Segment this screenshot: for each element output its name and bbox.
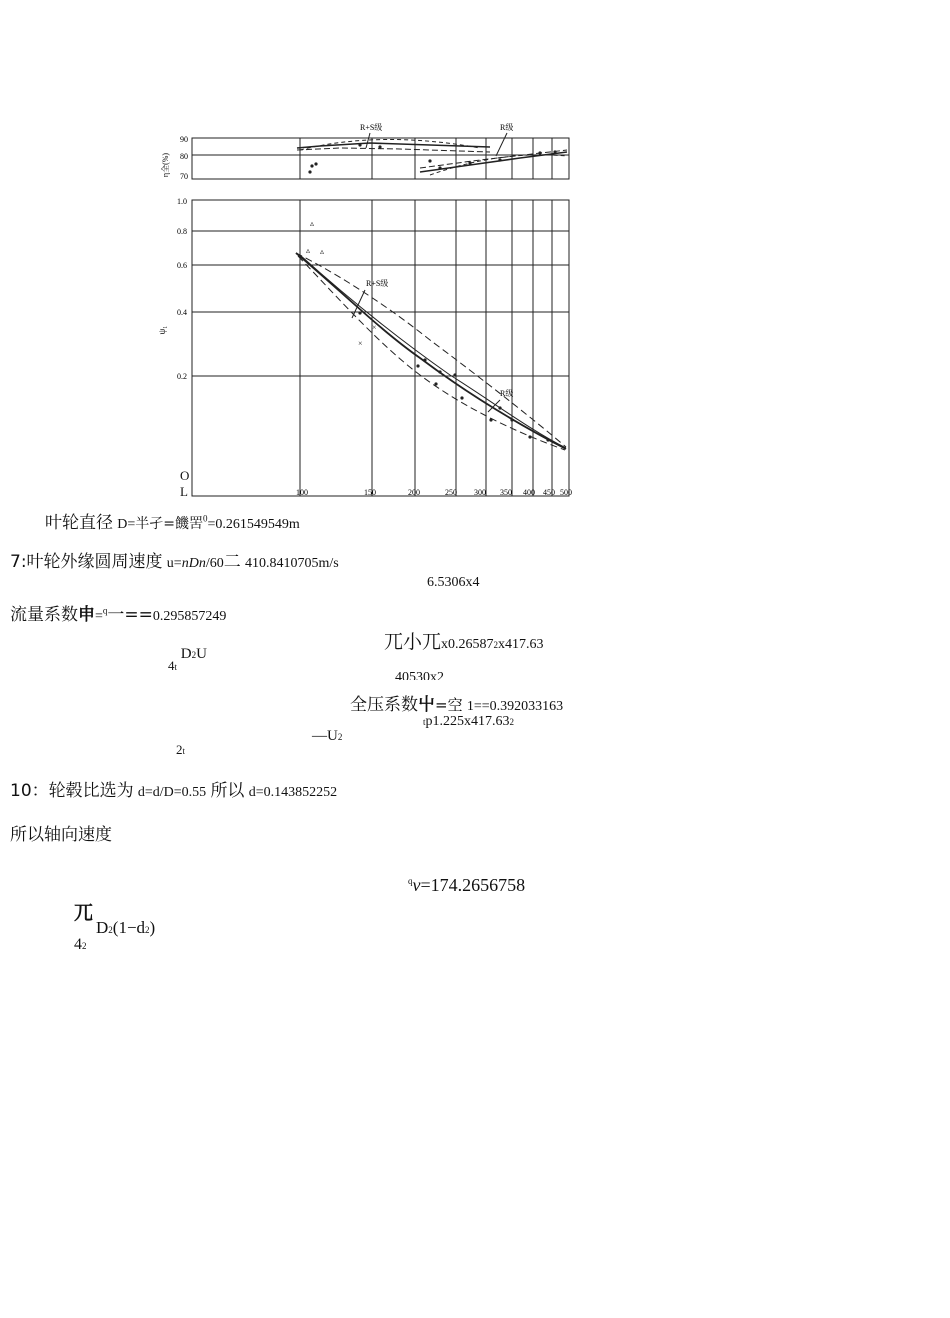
- end: ): [149, 918, 156, 937]
- line-d2u: [168, 646, 207, 673]
- line-impeller-diameter: [45, 508, 300, 533]
- value: 0.295857249: [152, 609, 227, 624]
- pi-glyphs: 兀小兀: [384, 631, 442, 653]
- u: U: [196, 646, 207, 662]
- d: D: [180, 646, 192, 662]
- line-four-2: [74, 936, 87, 954]
- label: 轮毂比选为: [48, 781, 134, 801]
- t: t: [182, 746, 186, 756]
- line-pressure-denominator: [423, 714, 514, 730]
- formula: D=: [117, 517, 136, 532]
- dash: 一==: [107, 605, 153, 625]
- psi-glyph: 屮: [418, 695, 435, 715]
- frag: p1.225x417.63: [425, 714, 510, 729]
- xtick-250: 250: [445, 488, 457, 497]
- corner-l: L: [180, 484, 188, 499]
- frag: x0.26587: [441, 637, 494, 652]
- label: 叶轮外缘圆周速度: [26, 552, 163, 572]
- label: 叶轮直径: [45, 513, 113, 533]
- svg-text:×: ×: [372, 323, 377, 332]
- bottom-label-r: R级: [500, 389, 514, 398]
- top-ylabel: η全(%): [161, 152, 170, 178]
- t: t: [174, 662, 178, 672]
- label: 全压系数: [350, 695, 418, 715]
- line-pi-d2: [74, 898, 93, 925]
- sup: 0: [203, 513, 208, 524]
- formula-u: u=: [166, 556, 182, 571]
- d-sub: 2: [191, 650, 197, 660]
- eq: =: [95, 609, 103, 624]
- number: 7:: [10, 552, 27, 572]
- four: 4: [168, 658, 175, 673]
- line-tip-speed: [10, 547, 339, 572]
- dash-u: —U: [312, 728, 338, 744]
- xtick-450: 450: [543, 488, 555, 497]
- bottom-ytick-08: 0.8: [177, 227, 187, 236]
- top-ytick-80: 80: [180, 152, 188, 161]
- pi-glyph: 兀: [74, 902, 94, 924]
- xtick-200: 200: [408, 488, 420, 497]
- dash-u2: [312, 728, 342, 745]
- xtick-150: 150: [364, 488, 376, 497]
- q: q: [102, 605, 108, 616]
- bottom-ytick-06: 0.6: [177, 261, 187, 270]
- svg-text:×: ×: [358, 339, 363, 348]
- mid: (1−d: [112, 918, 146, 937]
- line-axial-velocity-label: 所以轴向速度: [10, 825, 112, 845]
- formula: d=d/D=0.55: [137, 785, 207, 800]
- sub: 2: [82, 941, 87, 951]
- xtick-400: 400: [523, 488, 535, 497]
- phi-glyph: 申: [78, 605, 95, 625]
- svg-text:▵: ▵: [320, 247, 325, 256]
- sub: 2: [337, 732, 343, 742]
- label: 流量系数: [10, 605, 78, 625]
- svg-text:▵: ▵: [310, 219, 315, 228]
- two: 2: [176, 742, 183, 757]
- line-pressure-coefficient: [350, 690, 563, 715]
- value: 410.8410705m/s: [244, 556, 339, 571]
- bottom-panel-markers: [306, 219, 550, 442]
- fragment-40530: 40530x2: [395, 670, 444, 680]
- efficiency-chart: [150, 115, 590, 505]
- bottom-ytick-02: 0.2: [177, 372, 187, 381]
- xtick-300: 300: [474, 488, 486, 497]
- garbled-formula: 半孑=饑罟: [135, 516, 203, 532]
- d: D: [96, 918, 109, 937]
- bottom-ytick-1: 1.0: [177, 197, 187, 206]
- line-flow-coefficient: [10, 600, 226, 625]
- xtick-500: 500: [560, 488, 572, 497]
- formula-ndn: nDn: [181, 556, 206, 571]
- four: 4: [74, 936, 82, 953]
- bottom-label-rs: R+S级: [366, 279, 389, 288]
- bottom-ylabel: ψ₁: [157, 325, 167, 335]
- corner-o: O: [180, 468, 190, 483]
- eq: 二: [223, 552, 241, 572]
- line-axial-velocity-value: [408, 875, 525, 896]
- sub: 2: [493, 640, 499, 650]
- top-panel: [192, 133, 569, 179]
- v: v: [412, 875, 421, 895]
- bottom-ytick-04: 0.4: [177, 308, 187, 317]
- s2: 2: [145, 925, 150, 935]
- label2: 所以: [210, 781, 245, 801]
- bottom-panel: [192, 200, 569, 496]
- value: 1==0.392033163: [466, 699, 564, 714]
- top-ytick-90: 90: [180, 135, 188, 144]
- svg-text:▵: ▵: [306, 246, 311, 255]
- fragment-6-5306: 6.5306x4: [427, 575, 480, 586]
- value: d=0.143852252: [248, 785, 338, 800]
- s1: 2: [108, 925, 113, 935]
- two-t: [176, 742, 185, 758]
- top-ytick-70: 70: [180, 172, 188, 181]
- sub: 2: [509, 717, 515, 727]
- frag2: x417.63: [498, 637, 544, 652]
- t: t: [423, 717, 426, 727]
- xtick-350: 350: [500, 488, 512, 497]
- eq: =空: [435, 696, 463, 714]
- top-label-rs: R+S级: [360, 123, 383, 132]
- line-flow-denominator: [384, 627, 544, 654]
- line-hub-ratio: [10, 776, 337, 801]
- line-d2-formula: [96, 918, 155, 938]
- number: 10：: [10, 781, 49, 801]
- xtick-100: 100: [296, 488, 308, 497]
- formula-60: /60: [205, 556, 224, 571]
- value: =174.2656758: [420, 875, 526, 895]
- top-label-r: R级: [500, 123, 514, 132]
- q: q: [408, 876, 413, 886]
- value: =0.261549549m: [207, 517, 300, 532]
